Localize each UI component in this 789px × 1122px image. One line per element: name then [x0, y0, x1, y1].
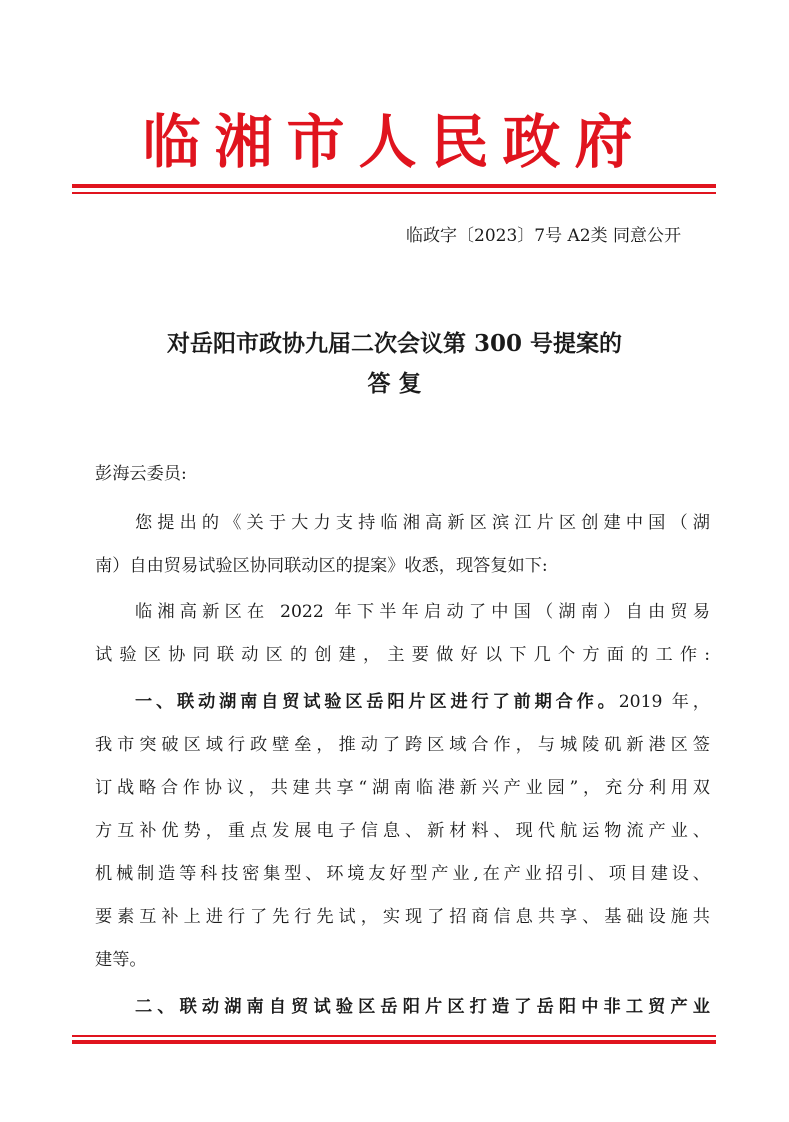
footer-rule-thin: [72, 1035, 716, 1037]
section-heading-2: 二、联动湖南自贸试验区岳阳片区打造了岳阳中非工贸产业: [135, 997, 710, 1017]
body-line: 试验区协同联动区的创建，主要做好以下几个方面的工作:: [95, 645, 710, 665]
body-line: 方互补优势，重点发展电子信息、新材料、现代航运物流产业、: [95, 821, 710, 841]
body-line: 我市突破区域行政壁垒，推动了跨区域合作，与城陵矶新港区签: [95, 735, 710, 755]
body-line: 订战略合作协议，共建共享“湖南临港新兴产业园”，充分利用双: [95, 778, 710, 798]
footer-rule-thick: [72, 1040, 716, 1044]
body-line: 南）自由贸易试验区协同联动区的提案》收悉，现答复如下:: [95, 556, 548, 576]
body-line: 要素互补上进行了先行先试，实现了招商信息共享、基础设施共: [95, 907, 710, 927]
body-line: [95, 986, 710, 1029]
document-title-line2: 答 复: [367, 370, 422, 397]
section-heading-1: 一、联动湖南自贸试验区岳阳片区进行了前期合作。: [135, 692, 619, 712]
body-line: 建等。: [95, 950, 147, 970]
body-line: [95, 681, 710, 724]
salutation: 彭海云委员:: [95, 464, 187, 484]
body-line: 机械制造等科技密集型、环境友好型产业,在产业招引、项目建设、: [95, 864, 710, 884]
body-line: 临湘高新区在 2022 年下半年启动了中国（湖南）自由贸易: [135, 602, 710, 622]
body-text: 2019 年，: [618, 692, 710, 712]
letterhead-rule-thick: [72, 184, 716, 188]
document-title-line1: 对岳阳市政协九届二次会议第 300 号提案的: [166, 330, 623, 357]
letterhead-title: 临湘市人民政府: [142, 108, 647, 176]
letterhead-rule-thin: [72, 192, 716, 194]
document-number: 临政字〔2023〕7号 A2类 同意公开: [406, 226, 681, 246]
body-line: 您提出的《关于大力支持临湘高新区滨江片区创建中国（湖: [135, 513, 710, 533]
